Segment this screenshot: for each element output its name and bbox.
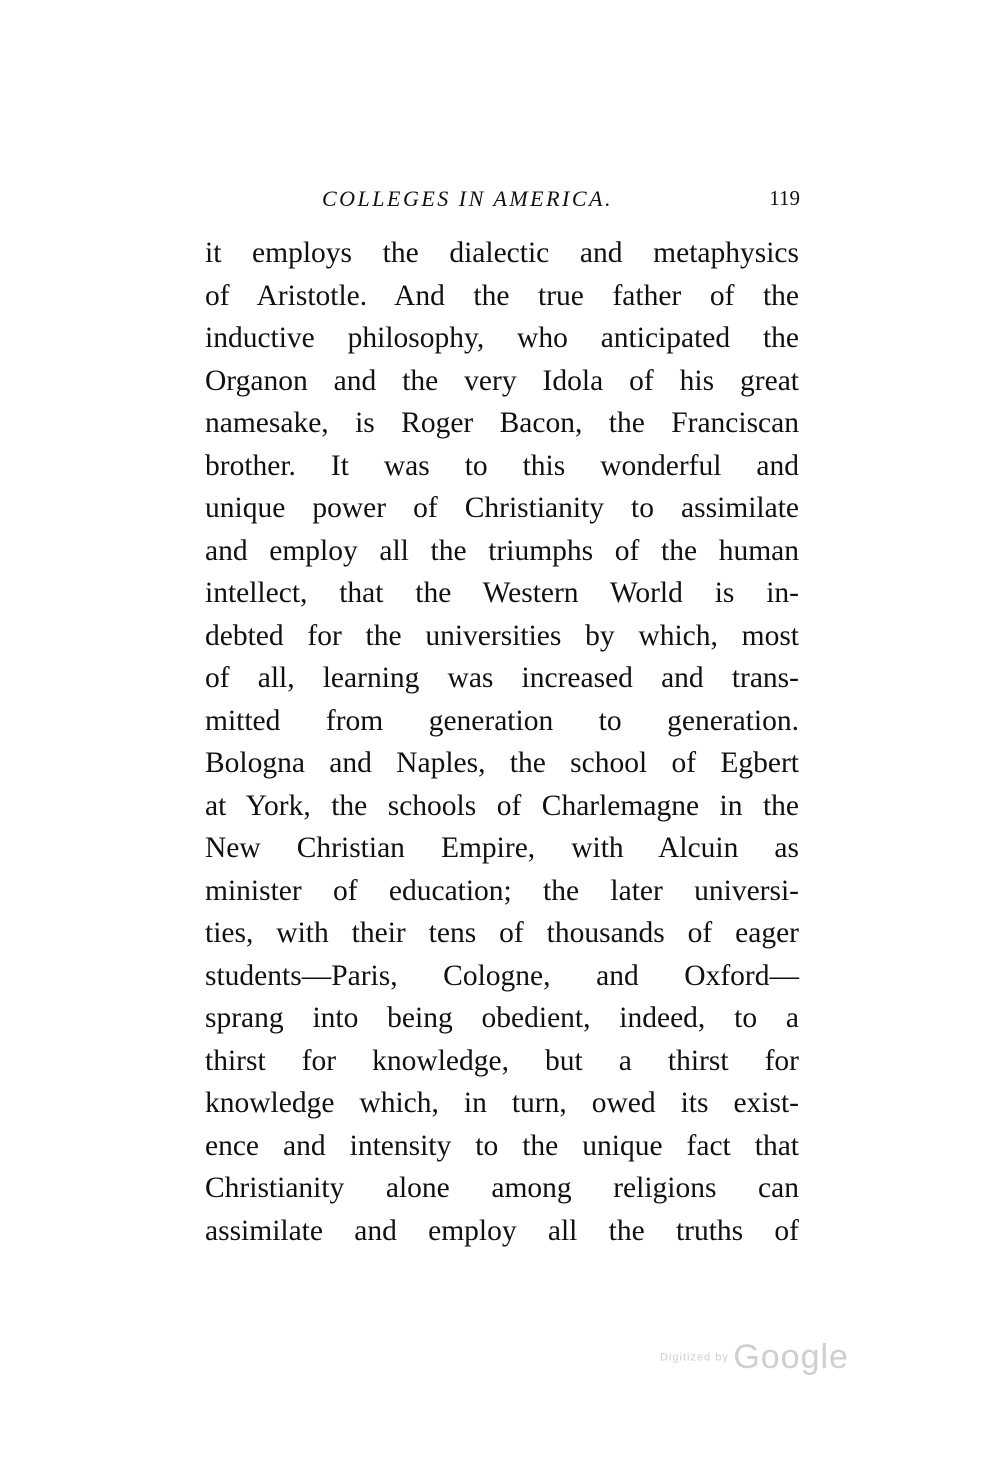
text-line: students—Paris, Cologne, and Oxford— — [205, 959, 799, 992]
digitized-by-google-watermark — [660, 1338, 849, 1377]
text-line: ence and intensity to the unique fact that — [205, 1129, 799, 1162]
text-line: brother. It was to this wonderful and — [205, 449, 799, 482]
text-line: unique power of Christianity to assimilate — [205, 492, 799, 524]
running-header — [322, 186, 800, 218]
text-line: of all, learning was increased and trans- — [205, 662, 799, 694]
text-line: ties, with their tens of thousands of eager — [205, 917, 799, 949]
body-text — [205, 232, 799, 1252]
page-number: 119 — [769, 186, 800, 210]
text-line: New Christian Empire, with Alcuin as — [205, 832, 799, 864]
text-line: assimilate and employ all the truths of — [205, 1214, 799, 1247]
text-line: minister of education; the later universi- — [205, 874, 799, 907]
text-line: inductive philosophy, who anticipated the — [205, 322, 799, 354]
text-line: Christianity alone among religions can — [205, 1172, 799, 1204]
text-line: intellect, that the Western World is in- — [205, 577, 799, 609]
text-line: mitted from generation to generation. — [205, 704, 799, 737]
text-line: namesake, is Roger Bacon, the Franciscan — [205, 407, 799, 439]
text-line: at York, the schools of Charlemagne in the — [205, 789, 799, 822]
text-line: knowledge which, in turn, owed its exist- — [205, 1087, 799, 1119]
text-line: of Aristotle. And the true father of the — [205, 279, 799, 312]
text-line: Organon and the very Idola of his great — [205, 364, 799, 397]
running-title: COLLEGES IN AMERICA. — [322, 186, 613, 211]
google-logo: Google — [733, 1338, 849, 1376]
watermark-prefix: Digitized by — [660, 1351, 729, 1364]
text-line: it employs the dialectic and metaphysics — [205, 237, 799, 269]
text-line: thirst for knowledge, but a thirst for — [205, 1044, 799, 1077]
text-line: and employ all the triumphs of the human — [205, 534, 799, 567]
text-line: debted for the universities by which, most — [205, 619, 799, 652]
text-line: sprang into being obedient, indeed, to a — [205, 1002, 799, 1034]
text-line: Bologna and Naples, the school of Egbert — [205, 747, 799, 779]
